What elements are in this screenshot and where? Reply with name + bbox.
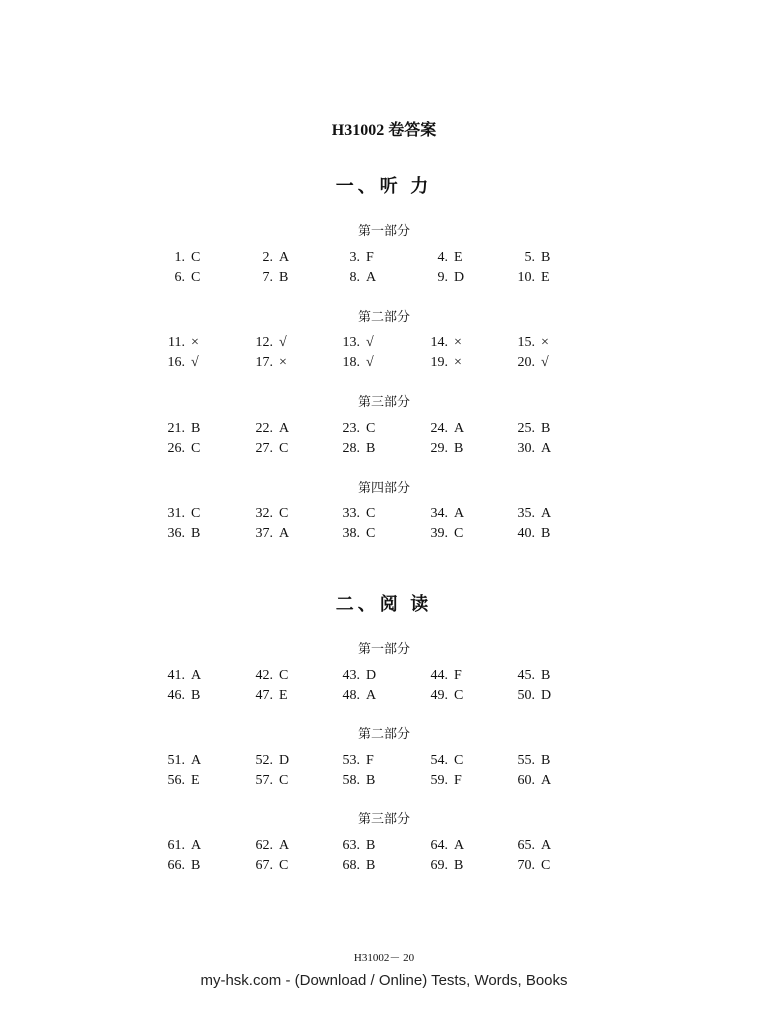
answer-value: A — [454, 506, 465, 521]
answer-item — [229, 421, 299, 437]
answer-item — [229, 753, 299, 769]
answer-value: B — [541, 753, 551, 768]
answer-row — [0, 668, 768, 686]
answer-value: E — [279, 688, 288, 703]
answer-row — [0, 526, 768, 544]
answer-row — [0, 250, 768, 268]
answer-item — [229, 506, 299, 522]
answer-row — [0, 335, 768, 353]
answer-value: A — [454, 838, 465, 853]
question-number: 39. — [430, 526, 448, 541]
question-number: 69. — [430, 858, 448, 873]
answer-value: B — [366, 838, 376, 853]
question-number: 11. — [168, 335, 185, 350]
answer-item — [404, 753, 474, 769]
question-number: 46. — [167, 688, 185, 703]
answer-item — [491, 838, 561, 854]
answer-item — [316, 441, 386, 457]
question-number: 28. — [342, 441, 360, 456]
answer-value: F — [366, 250, 374, 265]
answer-item — [141, 441, 211, 457]
answer-value: D — [454, 270, 465, 285]
question-number: 2. — [262, 250, 273, 265]
answer-value: C — [366, 421, 376, 436]
answer-value: A — [366, 688, 377, 703]
answer-item — [404, 668, 474, 684]
question-number: 49. — [430, 688, 448, 703]
answer-item — [141, 753, 211, 769]
answer-item — [404, 688, 474, 704]
answer-value: × — [541, 335, 549, 350]
question-number: 56. — [167, 773, 185, 788]
question-number: 1. — [174, 250, 185, 265]
part-title: 第四部分 — [357, 480, 410, 495]
answer-item — [491, 441, 561, 457]
answer-value: A — [279, 250, 290, 265]
footer-text: my-hsk.com - (Download / Online) Tests, Words, Books — [200, 972, 568, 989]
answer-value: E — [454, 250, 463, 265]
answer-value: C — [279, 441, 289, 456]
answer-value: × — [454, 335, 462, 350]
answer-item — [491, 421, 561, 437]
answer-value: A — [191, 753, 202, 768]
answer-item — [491, 250, 561, 266]
answer-item — [404, 838, 474, 854]
question-number: 58. — [342, 773, 360, 788]
answer-value: A — [541, 506, 552, 521]
answer-value: C — [454, 688, 464, 703]
answer-value: √ — [279, 335, 287, 350]
answer-value: C — [366, 526, 376, 541]
answer-value: C — [279, 506, 289, 521]
answer-value: E — [191, 773, 200, 788]
answer-value: B — [279, 270, 289, 285]
answer-item — [229, 355, 299, 371]
answer-item — [491, 688, 561, 704]
question-number: 40. — [517, 526, 535, 541]
answer-value: D — [541, 688, 552, 703]
answer-item — [316, 773, 386, 789]
answer-value: B — [541, 421, 551, 436]
answer-item — [141, 270, 211, 286]
question-number: 36. — [167, 526, 185, 541]
question-number: 55. — [517, 753, 535, 768]
page-number: H31002－ 20 — [353, 952, 415, 964]
question-number: 48. — [342, 688, 360, 703]
question-number: 37. — [255, 526, 273, 541]
answer-value: B — [541, 526, 551, 541]
answer-value: D — [279, 753, 290, 768]
question-number: 33. — [342, 506, 360, 521]
answer-value: √ — [366, 355, 374, 370]
answer-item — [316, 858, 386, 874]
question-number: 18. — [342, 355, 360, 370]
question-number: 17. — [255, 355, 273, 370]
answer-value: F — [454, 668, 462, 683]
question-number: 50. — [517, 688, 535, 703]
answer-item — [229, 668, 299, 684]
question-number: 60. — [517, 773, 535, 788]
question-number: 30. — [517, 441, 535, 456]
answer-value: C — [541, 858, 551, 873]
answer-value: B — [454, 441, 464, 456]
answer-item — [141, 421, 211, 437]
answer-value: A — [541, 773, 552, 788]
answer-value: B — [366, 773, 376, 788]
part-title: 第二部分 — [357, 309, 410, 324]
question-number: 52. — [255, 753, 273, 768]
question-number: 66. — [167, 858, 185, 873]
answer-item — [316, 421, 386, 437]
question-number: 35. — [517, 506, 535, 521]
answer-value: × — [191, 335, 199, 350]
answer-value: A — [454, 421, 465, 436]
answer-value: C — [191, 506, 201, 521]
section-title-listening: 一、听 力 — [335, 176, 433, 196]
question-number: 42. — [255, 668, 273, 683]
answer-value: C — [279, 668, 289, 683]
question-number: 24. — [430, 421, 448, 436]
question-number: 16. — [167, 355, 185, 370]
answer-value: B — [541, 250, 551, 265]
part-title: 第一部分 — [357, 641, 410, 656]
answer-value: B — [191, 421, 201, 436]
answer-item — [491, 335, 561, 351]
answer-item — [229, 250, 299, 266]
answer-item — [404, 773, 474, 789]
answer-item — [491, 773, 561, 789]
answer-item — [141, 250, 211, 266]
answer-item — [404, 506, 474, 522]
answer-item — [141, 858, 211, 874]
question-number: 51. — [167, 753, 185, 768]
answer-value: B — [191, 858, 201, 873]
question-number: 3. — [349, 250, 360, 265]
question-number: 5. — [524, 250, 535, 265]
answer-value: × — [279, 355, 287, 370]
answer-value: B — [366, 858, 376, 873]
question-number: 68. — [342, 858, 360, 873]
part-title: 第三部分 — [357, 811, 410, 826]
question-number: 13. — [342, 335, 360, 350]
question-number: 4. — [437, 250, 448, 265]
answer-value: C — [454, 526, 464, 541]
answer-item — [141, 688, 211, 704]
question-number: 63. — [342, 838, 360, 853]
question-number: 59. — [430, 773, 448, 788]
question-number: 12. — [255, 335, 273, 350]
answer-item — [316, 753, 386, 769]
answer-item — [404, 355, 474, 371]
answer-value: × — [454, 355, 462, 370]
answer-value: A — [279, 421, 290, 436]
answer-item — [404, 858, 474, 874]
question-number: 6. — [174, 270, 185, 285]
question-number: 54. — [430, 753, 448, 768]
question-number: 70. — [517, 858, 535, 873]
answer-value: C — [191, 270, 201, 285]
question-number: 29. — [430, 441, 448, 456]
answer-row — [0, 506, 768, 524]
question-number: 34. — [430, 506, 448, 521]
question-number: 57. — [255, 773, 273, 788]
answer-value: A — [191, 668, 202, 683]
answer-item — [141, 668, 211, 684]
answer-row — [0, 773, 768, 791]
answer-item — [316, 355, 386, 371]
answer-item — [316, 526, 386, 542]
answer-item — [229, 773, 299, 789]
answer-value: E — [541, 270, 550, 285]
answer-value: F — [454, 773, 462, 788]
answer-value: B — [191, 526, 201, 541]
answer-item — [404, 270, 474, 286]
answer-item — [491, 858, 561, 874]
answer-value: C — [279, 773, 289, 788]
answer-item — [229, 858, 299, 874]
answer-value: B — [191, 688, 201, 703]
question-number: 64. — [430, 838, 448, 853]
question-number: 43. — [342, 668, 360, 683]
question-number: 23. — [342, 421, 360, 436]
question-number: 41. — [167, 668, 185, 683]
answer-value: C — [191, 441, 201, 456]
answer-value: C — [191, 250, 201, 265]
answer-item — [316, 250, 386, 266]
question-number: 31. — [167, 506, 185, 521]
question-number: 45. — [517, 668, 535, 683]
question-number: 25. — [517, 421, 535, 436]
question-number: 20. — [517, 355, 535, 370]
answer-item — [491, 355, 561, 371]
answer-item — [404, 441, 474, 457]
answer-value: A — [279, 838, 290, 853]
answer-value: A — [366, 270, 377, 285]
question-number: 26. — [167, 441, 185, 456]
answer-item — [491, 506, 561, 522]
question-number: 61. — [167, 838, 185, 853]
answer-item — [404, 250, 474, 266]
answer-item — [229, 335, 299, 351]
answer-row — [0, 688, 768, 706]
answer-value: B — [454, 858, 464, 873]
question-number: 14. — [430, 335, 448, 350]
question-number: 44. — [430, 668, 448, 683]
answer-item — [491, 668, 561, 684]
question-number: 38. — [342, 526, 360, 541]
answer-item — [404, 526, 474, 542]
answer-value: D — [366, 668, 377, 683]
question-number: 22. — [255, 421, 273, 436]
question-number: 32. — [255, 506, 273, 521]
question-number: 67. — [255, 858, 273, 873]
answer-value: A — [191, 838, 202, 853]
answer-value: C — [454, 753, 464, 768]
answer-value: A — [541, 441, 552, 456]
question-number: 27. — [255, 441, 273, 456]
answer-item — [316, 668, 386, 684]
answer-item — [141, 506, 211, 522]
document-title: H31002 卷答案 — [331, 122, 437, 139]
answer-value: B — [541, 668, 551, 683]
question-number: 53. — [342, 753, 360, 768]
question-number: 10. — [517, 270, 535, 285]
part-title: 第三部分 — [357, 394, 410, 409]
answer-item — [141, 526, 211, 542]
question-number: 19. — [430, 355, 448, 370]
part-title: 第一部分 — [357, 223, 410, 238]
answer-item — [316, 838, 386, 854]
answer-value: C — [279, 858, 289, 873]
answer-item — [229, 688, 299, 704]
answer-row — [0, 355, 768, 373]
question-number: 7. — [262, 270, 273, 285]
question-number: 8. — [349, 270, 360, 285]
answer-row — [0, 270, 768, 288]
question-number: 9. — [437, 270, 448, 285]
answer-value: B — [366, 441, 376, 456]
answer-value: A — [541, 838, 552, 853]
question-number: 47. — [255, 688, 273, 703]
answer-item — [491, 753, 561, 769]
answer-value: C — [366, 506, 376, 521]
answer-item — [316, 688, 386, 704]
question-number: 62. — [255, 838, 273, 853]
answer-value: √ — [191, 355, 199, 370]
answer-item — [316, 506, 386, 522]
question-number: 15. — [517, 335, 535, 350]
question-number: 65. — [517, 838, 535, 853]
answer-row — [0, 441, 768, 459]
answer-item — [491, 270, 561, 286]
answer-item — [229, 838, 299, 854]
answer-item — [229, 270, 299, 286]
answer-item — [316, 335, 386, 351]
answer-item — [316, 270, 386, 286]
answer-item — [141, 773, 211, 789]
question-number: 21. — [167, 421, 185, 436]
answer-item — [141, 335, 211, 351]
answer-item — [404, 335, 474, 351]
answer-item — [141, 355, 211, 371]
answer-item — [229, 441, 299, 457]
answer-value: √ — [366, 335, 374, 350]
answer-row — [0, 858, 768, 876]
answer-value: F — [366, 753, 374, 768]
answer-row — [0, 838, 768, 856]
part-title: 第二部分 — [357, 726, 410, 741]
answer-value: √ — [541, 355, 549, 370]
answer-item — [141, 838, 211, 854]
answer-row — [0, 421, 768, 439]
answer-row — [0, 753, 768, 771]
section-title-reading: 二、阅 读 — [335, 594, 433, 614]
answer-item — [229, 526, 299, 542]
answer-item — [491, 526, 561, 542]
answer-item — [404, 421, 474, 437]
answer-value: A — [279, 526, 290, 541]
